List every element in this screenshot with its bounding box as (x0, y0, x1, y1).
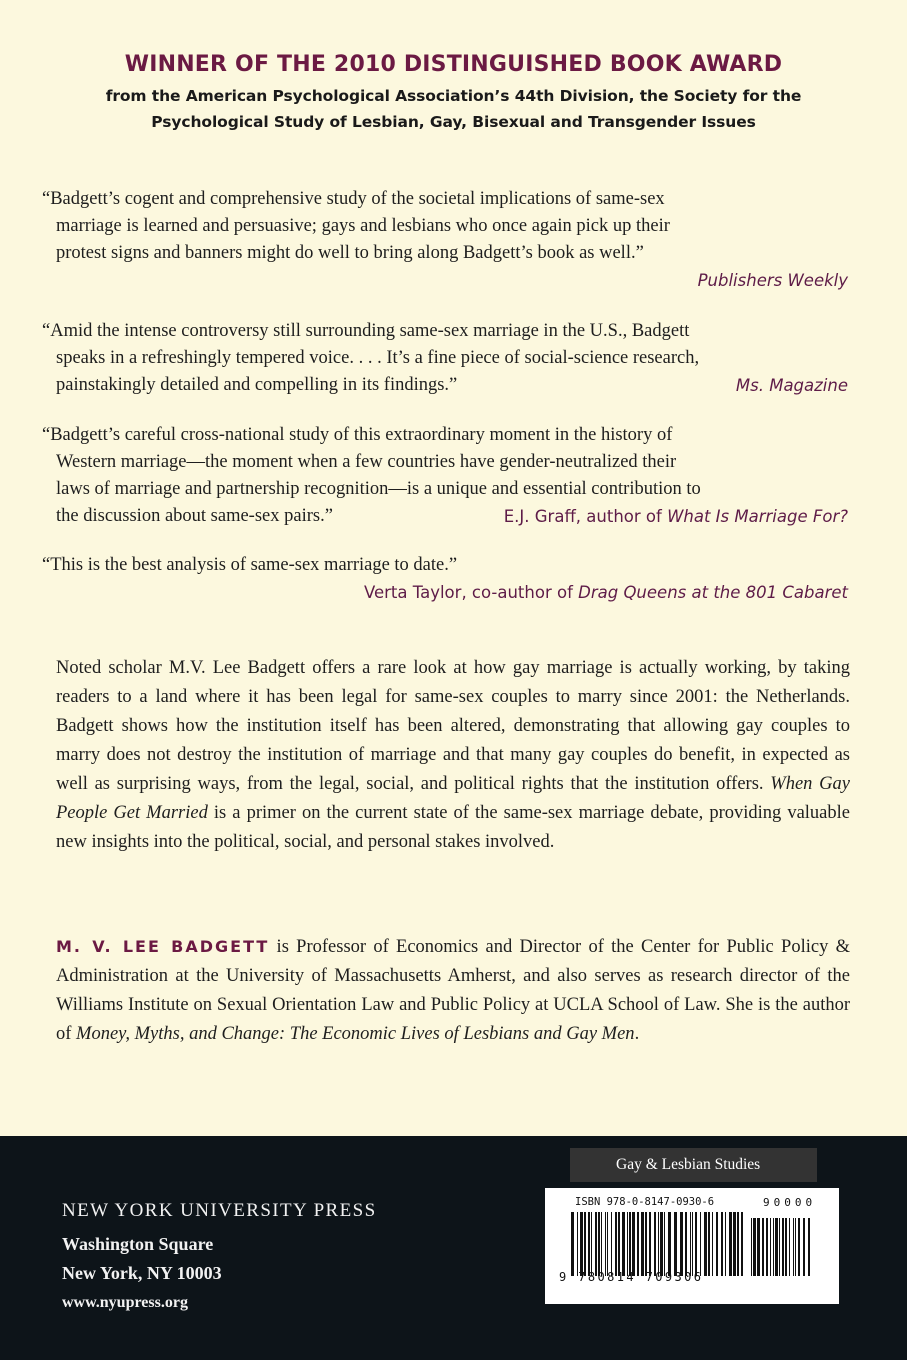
barcode-bar (601, 1212, 602, 1276)
award-line-1: from the American Psychological Association’s 44th Division, the Society for the (105, 87, 802, 105)
quote-line: “Badgett’s careful cross-national study of this extraordinary moment in the history of (42, 425, 673, 445)
barcode-bar (571, 1212, 574, 1276)
award-header (0, 52, 907, 135)
barcode-bar (658, 1212, 659, 1276)
award-title: WINNER OF THE 2010 DISTINGUISHED BOOK AWARD (124, 52, 783, 77)
review-quote-2 (42, 318, 862, 399)
barcode-bar (611, 1212, 612, 1276)
barcode-bar (580, 1212, 583, 1276)
quote-line: protest signs and banners might do well to bring along Badgett’s book as well.” (56, 243, 644, 263)
barcode-bar (795, 1218, 796, 1276)
attribution-author: Verta Taylor, co-author of (363, 583, 579, 602)
barcode-bar (660, 1212, 663, 1276)
barcode-bar (751, 1218, 752, 1276)
barcode-bar (741, 1212, 743, 1276)
attribution-author: E.J. Graff, author of (503, 507, 668, 526)
publisher-block (62, 1200, 377, 1317)
description-text-1: Noted scholar M.V. Lee Badgett offers a rare look at how gay marriage is actually working, by taking readers to a land where it has been legal for same-sex couples to marry since 2001: the Netherlands. Badgett shows how the institution itself has been altered, demonstrating that allowing gay couples to marry does not destroy the institution of marriage and that many gay couples do benefit, in expected as well as surprising ways, from the legal, social, and political rights that the institution offers. (56, 658, 850, 794)
review-quote-3 (42, 422, 862, 530)
publisher-url: www.nyupress.org (62, 1294, 188, 1311)
barcode-bar (712, 1212, 713, 1276)
author-bio-end: . (634, 1024, 640, 1044)
category-label: Gay & Lesbian Studies (570, 1148, 817, 1182)
barcode-bar (785, 1218, 787, 1276)
barcode-bar (622, 1212, 625, 1276)
barcode-bar (615, 1212, 617, 1276)
quote-attribution: Publishers Weekly (697, 271, 848, 290)
description-book-title: When Gay People Get Married (56, 774, 850, 823)
barcode-bar (721, 1212, 723, 1276)
barcode-bar (803, 1218, 805, 1276)
barcode-bar (685, 1212, 687, 1276)
barcode-bar (793, 1218, 794, 1276)
barcode-bar (577, 1212, 578, 1276)
barcode-bar (664, 1212, 665, 1276)
barcode-bar (641, 1212, 644, 1276)
barcode-bar (708, 1212, 710, 1276)
barcode-bar (584, 1212, 586, 1276)
quote-attribution (504, 503, 848, 530)
barcode-bar (770, 1218, 771, 1276)
quote-attribution: Ms. Magazine (735, 376, 848, 395)
barcode-bar (779, 1218, 780, 1276)
award-line-2: Psychological Study of Lesbian, Gay, Bisexual and Transgender Issues (151, 113, 756, 131)
footer-band (0, 1136, 907, 1360)
review-quote-1 (42, 186, 862, 294)
publisher-address-1: Washington Square (62, 1234, 214, 1254)
barcode-bar (808, 1218, 810, 1276)
barcode-bar (637, 1212, 639, 1276)
quote-line: “This is the best analysis of same-sex marriage to date.” (42, 555, 458, 575)
author-name: M. V. LEE BADGETT (56, 937, 270, 956)
barcode-bar (629, 1212, 631, 1276)
barcode-main-bars (571, 1212, 743, 1276)
quote-line-text: painstakingly detailed and compelling in its findings.” (56, 375, 458, 395)
barcode-bar (782, 1218, 784, 1276)
author-bio (56, 932, 850, 1049)
award-subtitle (0, 83, 907, 135)
barcode-bar (737, 1212, 739, 1276)
quote-line: “Amid the intense controversy still surrounding same-sex marriage in the U.S., Badgett (42, 321, 690, 341)
barcode-bar (753, 1218, 756, 1276)
barcode-bar (695, 1212, 697, 1276)
quote-line: “Badgett’s cogent and comprehensive study of the societal implications of same-sex (42, 189, 665, 209)
quote-attribution (42, 579, 862, 606)
barcode-bar (649, 1212, 651, 1276)
barcode-bar (700, 1212, 701, 1276)
barcode-bar (729, 1212, 732, 1276)
quote-line-with-attribution (42, 503, 862, 530)
publisher-name: NEW YORK UNIVERSITY PRESS (62, 1200, 377, 1221)
quote-line-with-attribution (42, 372, 862, 399)
publisher-address-2: New York, NY 10003 (62, 1263, 222, 1283)
barcode-bar (645, 1212, 647, 1276)
barcode-bar (798, 1218, 800, 1276)
barcode-bar (725, 1212, 726, 1276)
attribution-book-title: Drag Queens at the 801 Cabaret (578, 583, 848, 602)
barcode-bar (632, 1212, 635, 1276)
review-quote-4 (42, 552, 862, 606)
barcode-bar (704, 1212, 707, 1276)
barcode-bar (789, 1218, 790, 1276)
barcode-bar (618, 1212, 620, 1276)
quote-line: speaks in a refreshingly tempered voice. . . . It’s a fine piece of social-science research, (56, 348, 700, 368)
quote-line: Western marriage—the moment when a few countries have gender-neutralized their (56, 452, 677, 472)
barcode-bar (680, 1212, 683, 1276)
barcode-bar (690, 1212, 691, 1276)
barcode-bar (692, 1212, 693, 1276)
barcode-bar (773, 1218, 774, 1276)
attribution-book-title: What Is Marriage For? (667, 507, 848, 526)
barcode-bar (775, 1218, 778, 1276)
author-bio-text: is Professor of Economics and Director of the Center for Public Policy & Administration at the University of Massachusetts Amherst, and also serves as research director of the Williams Institute on Sexual Orientation Law and Public Policy at UCLA School of Law. She is the author of (56, 937, 850, 1044)
barcode-bar (605, 1212, 606, 1276)
barcode-bar (762, 1218, 764, 1276)
isbn-text: ISBN 978-0-8147-0930-6 (575, 1196, 715, 1208)
barcode-bar (627, 1212, 628, 1276)
barcode-bar (607, 1212, 608, 1276)
barcode-bar (668, 1212, 671, 1276)
description-text-2: is a primer on the current state of the same-sex marriage debate, providing valuable new insights into the political, social, and personal stakes involved. (56, 803, 850, 852)
barcode-addon-bars (751, 1218, 815, 1276)
barcode-bar (588, 1212, 590, 1276)
barcode-bar (598, 1212, 600, 1276)
barcode-bar (766, 1218, 768, 1276)
isbn-barcode (545, 1188, 839, 1304)
quote-line: laws of marriage and partnership recognition—is a unique and essential contribution to (56, 479, 701, 499)
barcode-bar (595, 1212, 597, 1276)
quote-line-text: the discussion about same-sex pairs.” (56, 506, 333, 526)
quote-line: marriage is learned and persuasive; gays and lesbians who once again pick up their (56, 216, 670, 236)
barcode-bar (591, 1212, 592, 1276)
author-book-title: Money, Myths, and Change: The Economic Lives of Lesbians and Gay Men (76, 1024, 635, 1044)
barcode-bar (674, 1212, 677, 1276)
barcode-digits: 9 780814 709306 (559, 1270, 704, 1284)
price-code: 90000 (763, 1196, 817, 1209)
barcode-bar (654, 1212, 656, 1276)
barcode-bar (733, 1212, 736, 1276)
barcode-bar (757, 1218, 760, 1276)
barcode-bar (716, 1212, 718, 1276)
book-description (56, 654, 850, 857)
